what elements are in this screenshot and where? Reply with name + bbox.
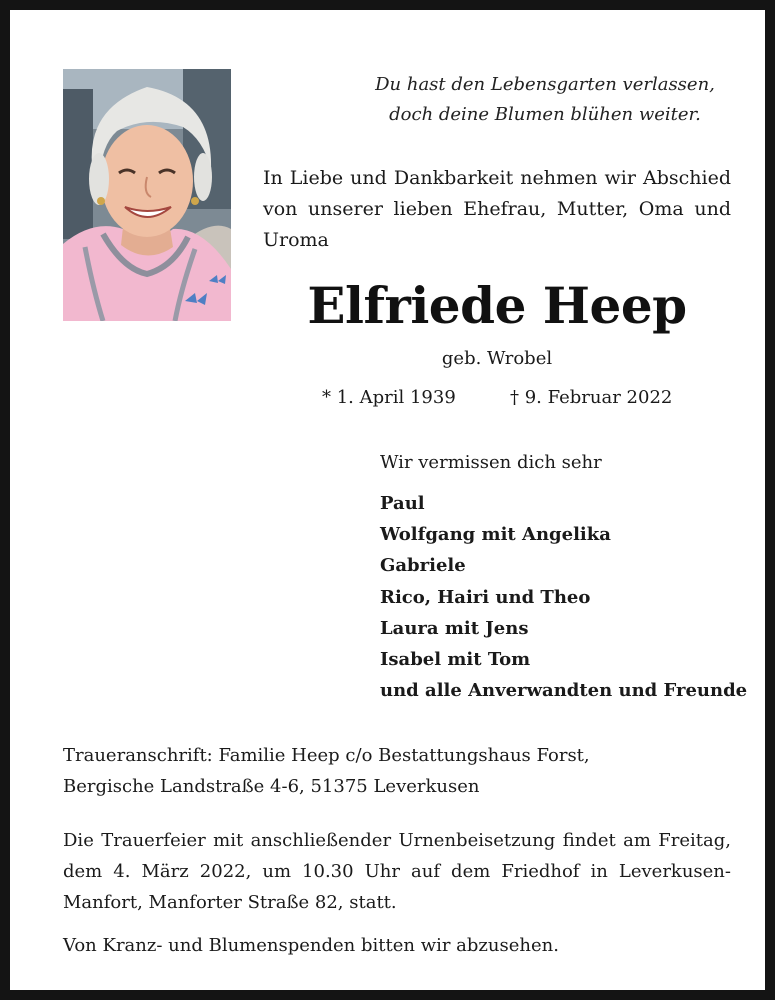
funeral-ceremony-text: Die Trauerfeier mit anschließender Urnenbeisetzung findet am Freitag, dem 4. März 2022, um 10.30 Uhr auf dem Friedhof in Leverkusen-Manfort, Manforter Straße 82, statt. [63, 830, 731, 913]
mourner: Paul [380, 493, 425, 514]
death-date: † 9. Februar 2022 [510, 387, 673, 408]
address-line-1: Traueranschrift: Familie Heep c/o Bestattungshaus Forst, [63, 745, 590, 766]
mourning-address [63, 740, 733, 802]
portrait-photo [63, 69, 231, 321]
maiden-name: geb. Wrobel [441, 348, 553, 369]
mourner: Gabriele [380, 555, 466, 577]
portrait-illustration [63, 69, 231, 321]
motto-verse [350, 70, 740, 130]
address-line-2: Bergische Landstraße 4-6, 51375 Leverkusen [63, 776, 480, 797]
mourner: Wolfgang mit Angelika [380, 524, 611, 546]
mourner: und alle Anverwandten und Freunde [380, 680, 748, 702]
farewell-text: In Liebe und Dankbarkeit nehmen wir Abschied von unserer lieben Ehefrau, Mutter, Oma und Uroma [263, 167, 731, 251]
birth-date: * 1. April 1939 [322, 387, 456, 408]
mourner: Rico, Hairi und Theo [380, 586, 591, 608]
mourner: Laura mit Jens [380, 617, 529, 639]
mourner: Isabel mit Tom [380, 649, 531, 671]
motto-line-1: Du hast den Lebensgarten verlassen, [375, 74, 715, 95]
motto-line-2: doch deine Blumen blühen weiter. [389, 104, 701, 125]
missing-line: Wir vermissen dich sehr [380, 452, 602, 473]
deceased-name: Elfriede Heep [307, 276, 687, 335]
flower-request-text: Von Kranz- und Blumenspenden bitten wir abzusehen. [63, 935, 559, 956]
mourners-list [380, 488, 747, 706]
